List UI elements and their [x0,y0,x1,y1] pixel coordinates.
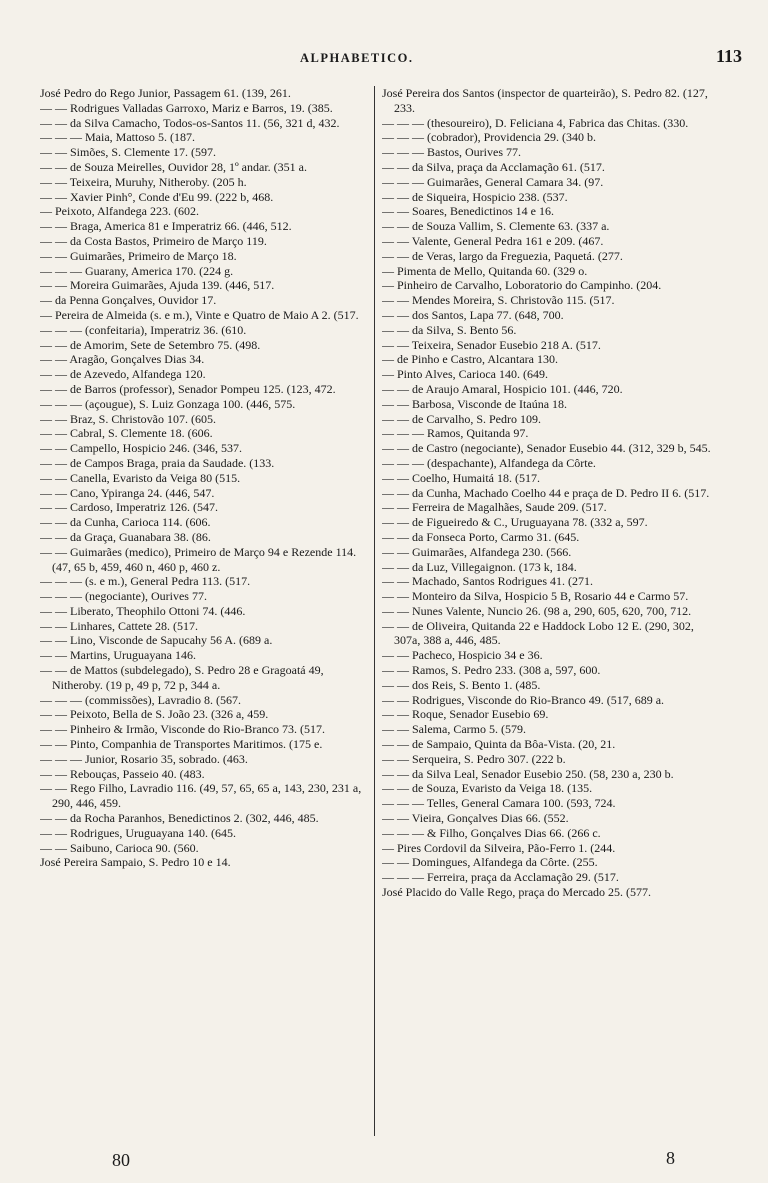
directory-entry: — — da Fonseca Porto, Carmo 31. (645. [382,529,580,544]
directory-entry: — — de Souza, Evaristo da Veiga 18. (135. [382,781,593,796]
directory-entry: — — de Azevedo, Alfandega 120. [40,367,206,382]
directory-entry: — — Lino, Visconde de Sapucahy 56 A. (689 a. [40,633,273,648]
directory-entry: — — Soares, Benedictinos 14 e 16. [382,204,554,219]
directory-entry: — — Linhares, Cattete 28. (517. [40,618,198,633]
directory-entry: — — Guimarães, Primeiro de Março 18. [40,248,237,263]
directory-entry: — — Guimarães, Alfandega 230. (566. [382,544,572,559]
directory-entry: — — Simões, S. Clemente 17. (597. [40,145,216,160]
directory-entry: — — de Castro (negociante), Senador Eusebio 44. (312, 329 b, 545. [382,441,711,456]
directory-entry: — — de Souza Vallim, S. Clemente 63. (337 a. [382,219,610,234]
directory-entry: — — da Cunha, Machado Coelho 44 e praça de D. Pedro II 6. (517. [382,485,710,500]
directory-entry: — — Machado, Santos Rodrigues 41. (271. [382,574,593,589]
directory-entry: — de Pinho e Castro, Alcantara 130. [382,352,558,367]
directory-entry: — — Cardoso, Imperatriz 126. (547. [40,500,218,515]
directory-entry: — Pinto Alves, Carioca 140. (649. [382,367,548,382]
directory-entry: — — Pinto, Companhia de Transportes Maritimos. (175 e. [40,737,323,752]
right-column [382,86,718,1146]
directory-entry: — Pimenta de Mello, Quitanda 60. (329 o. [382,263,588,278]
directory-entry: — Peixoto, Alfandega 223. (602. [40,204,199,219]
directory-entry: — — — (commissões), Lavradio 8. (567. [40,692,241,707]
column-divider [374,86,375,1136]
directory-entry: — — — Bastos, Ourives 77. [382,145,521,160]
directory-entry: — — — Maia, Mattoso 5. (187. [40,130,195,145]
directory-entry: — — Mendes Moreira, S. Christovão 115. (517. [382,293,615,308]
directory-entry: — — Rodrigues Valladas Garroxo, Mariz e Barros, 19. (385. [40,100,333,115]
directory-entry: — — Braga, America 81 e Imperatriz 66. (446, 512. [40,219,292,234]
directory-entry: — — de Figueiredo & C., Uruguayana 78. (332 a, 597. [382,515,648,530]
directory-entry: — — da Silva Camacho, Todos-os-Santos 11. (56, 321 d, 432. [40,115,340,130]
directory-entry: — — Teixeira, Muruhy, Nitheroby. (205 h. [40,174,247,189]
directory-entry: José Placido do Valle Rego, praça do Mercado 25. (577. [382,885,652,900]
directory-entry: — — Martins, Uruguayana 146. [40,648,196,663]
signature-mark: 80 [112,1150,130,1170]
directory-entry: — — Domingues, Alfandega da Côrte. (255. [382,855,598,870]
directory-entry: — — — Ferreira, praça da Acclamação 29. (517. [382,870,619,885]
directory-entry: — — da Silva, S. Bento 56. [382,322,517,337]
directory-entry: — da Penna Gonçalves, Ouvidor 17. [40,293,217,308]
directory-entry: — — da Graça, Guanabara 38. (86. [40,529,211,544]
directory-entry: — — — Guimarães, General Camara 34. (97. [382,174,604,189]
directory-entry: — — Cabral, S. Clemente 18. (606. [40,426,213,441]
directory-entry: — — de Sampaio, Quinta da Bôa-Vista. (20, 21. [382,737,616,752]
directory-entry: — — da Silva, praça da Acclamação 61. (517. [382,159,605,174]
directory-entry: — — da Cunha, Carioca 114. (606. [40,515,211,530]
directory-entry: — — Saibuno, Carioca 90. (560. [40,840,199,855]
directory-entry: — — de Souza Meirelles, Ouvidor 28, 1º andar. (351 a. [40,159,307,174]
directory-entry: — Pereira de Almeida (s. e m.), Vinte e Quatro de Maio A 2. (517. [40,307,359,322]
directory-entry: José Pereira Sampaio, S. Pedro 10 e 14. [40,855,231,870]
page-header [0,48,768,72]
directory-entry: — — — Ramos, Quitanda 97. [382,426,529,441]
directory-entry: — — Cano, Ypiranga 24. (446, 547. [40,485,215,500]
directory-entry: — — — (negociante), Ourives 77. [40,589,207,604]
directory-entry: — — dos Santos, Lapa 77. (648, 700. [382,307,564,322]
directory-entry: — — de Campos Braga, praia da Saudade. (133. [40,455,275,470]
directory-entry: — — Xavier Pinh°, Conde d'Eu 99. (222 b, 468. [40,189,274,204]
directory-entry: — — da Rocha Paranhos, Benedictinos 2. (302, 446, 485. [40,811,319,826]
directory-entry: — — de Barros (professor), Senador Pompeu 125. (123, 472. [40,381,336,396]
directory-entry: — — — (confeitaria), Imperatriz 36. (610. [40,322,247,337]
directory-entry: — — da Costa Bastos, Primeiro de Março 119. [40,233,267,248]
running-title: ALPHABETICO. [300,51,414,65]
directory-entry: — — Liberato, Theophilo Ottoni 74. (446. [40,603,246,618]
directory-entry: — — de Veras, largo da Freguezia, Paquetá. (277. [382,248,623,263]
left-column [40,86,370,1146]
directory-entry: — — Ferreira de Magalhães, Saude 209. (517. [382,500,607,515]
directory-entry: — Pinheiro de Carvalho, Loboratorio do Campinho. (204. [382,278,662,293]
directory-entry: — — Guimarães (medico), Primeiro de Março 94 e Rezende 114. (47, 65 b, 459, 460 n, 460 p, 460 z. [40,544,357,574]
directory-entry: — — Monteiro da Silva, Hospicio 5 B, Rosario 44 e Carmo 57. [382,589,689,604]
directory-entry: — — — Guarany, America 170. (224 g. [40,263,234,278]
directory-entry: — — de Mattos (subdelegado), S. Pedro 28 e Gragoatá 49, Nitheroby. (19 p, 49 p, 72 p, 344 a. [40,663,324,692]
directory-entry: — — Aragão, Gonçalves Dias 34. [40,352,205,367]
directory-entry: — — Rebouças, Passeio 40. (483. [40,766,205,781]
directory-entry: — — de Amorim, Sete de Setembro 75. (498. [40,337,261,352]
directory-entry: — — Pinheiro & Irmão, Visconde do Rio-Branco 73. (517. [40,722,326,737]
directory-entry: — — Barbosa, Visconde de Itaúna 18. [382,396,568,411]
directory-entry: — — Rodrigues, Visconde do Rio-Branco 49. (517, 689 a. [382,692,665,707]
directory-entry: — — Roque, Senador Eusebio 69. [382,707,549,722]
directory-entry: — — Teixeira, Senador Eusebio 218 A. (517. [382,337,601,352]
directory-entry: — — — (thesoureiro), D. Feliciana 4, Fabrica das Chitas. (330. [382,115,689,130]
directory-entry: — — Serqueira, S. Pedro 307. (222 b. [382,751,566,766]
directory-entry: — — de Siqueira, Hospicio 238. (537. [382,189,568,204]
directory-entry: — — Peixoto, Bella de S. João 23. (326 a, 459. [40,707,269,722]
directory-entry: — — dos Reis, S. Bento 1. (485. [382,677,541,692]
directory-entry: — — Valente, General Pedra 161 e 209. (467. [382,233,604,248]
directory-entry: — — — & Filho, Gonçalves Dias 66. (266 c. [382,825,601,840]
directory-entry: — — Canella, Evaristo da Veiga 80 (515. [40,470,241,485]
leaf-number: 8 [666,1148,675,1168]
directory-entry: — — Ramos, S. Pedro 233. (308 a, 597, 600. [382,663,601,678]
directory-entry: — — Campello, Hospicio 246. (346, 537. [40,441,242,456]
directory-entry: — — de Araujo Amaral, Hospicio 101. (446, 720. [382,381,623,396]
directory-entry: — — da Luz, Villegaignon. (173 k, 184. [382,559,577,574]
directory-entry: — — — (despachante), Alfandega da Côrte. [382,455,596,470]
directory-entry: — — Pacheco, Hospicio 34 e 36. [382,648,543,663]
page-number: 113 [716,46,743,66]
directory-entry: — — — (açougue), S. Luiz Gonzaga 100. (446, 575. [40,396,296,411]
directory-entry: — — — Junior, Rosario 35, sobrado. (463. [40,751,248,766]
directory-entry: — — — (s. e m.), General Pedra 113. (517. [40,574,251,589]
directory-entry: — — Nunes Valente, Nuncio 26. (98 a, 290, 605, 620, 700, 712. [382,603,692,618]
directory-entry: — — Vieira, Gonçalves Dias 66. (552. [382,811,569,826]
directory-entry: — — — (cobrador), Providencia 29. (340 b. [382,130,596,145]
directory-entry: — — de Carvalho, S. Pedro 109. [382,411,541,426]
directory-entry: — — da Silva Leal, Senador Eusebio 250. (58, 230 a, 230 b. [382,766,674,781]
directory-entry: — — Moreira Guimarães, Ajuda 139. (446, 517. [40,278,275,293]
directory-entry: — Pires Cordovil da Silveira, Pão-Ferro 1. (244. [382,840,616,855]
directory-entry: — — Rodrigues, Uruguayana 140. (645. [40,825,236,840]
directory-entry: — — Rego Filho, Lavradio 116. (49, 57, 65, 65 a, 143, 230, 231 a, 290, 446, 459. [40,781,362,811]
directory-entry: — — Salema, Carmo 5. (579. [382,722,526,737]
directory-entry: — — Coelho, Humaitá 18. (517. [382,470,540,485]
directory-entry: — — de Oliveira, Quitanda 22 e Haddock Lobo 12 E. (290, 302, 307a, 388 a, 446, 485. [382,618,694,648]
directory-entry: José Pedro do Rego Junior, Passagem 61. (139, 261. [40,86,291,100]
directory-entry: José Pereira dos Santos (inspector de quarteirão), S. Pedro 82. (127, 233. [382,86,708,115]
directory-entry: — — — Telles, General Camara 100. (593, 724. [382,796,616,811]
directory-entry: — — Braz, S. Christovão 107. (605. [40,411,216,426]
